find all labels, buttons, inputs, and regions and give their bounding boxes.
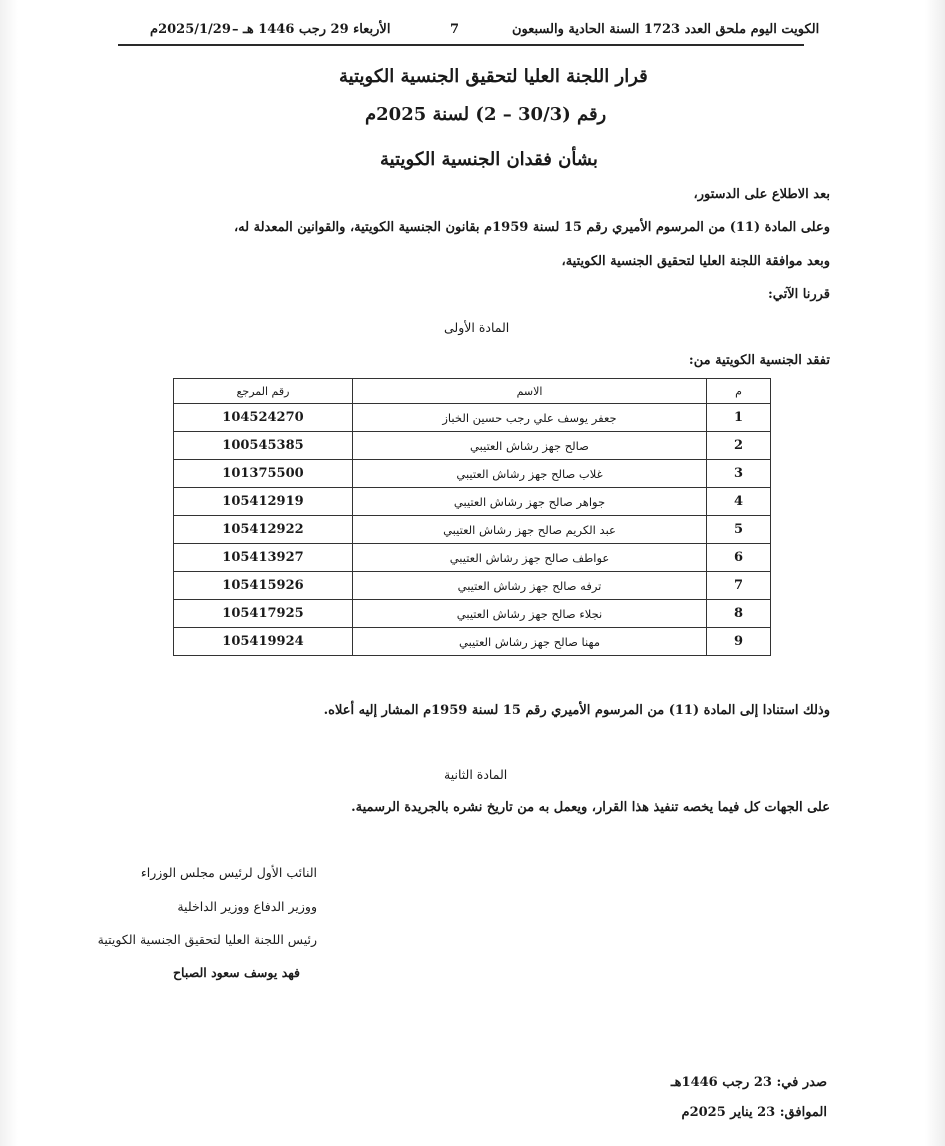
table-row bbox=[174, 544, 771, 572]
preamble-constitution: بعد الاطلاع على الدستور، bbox=[693, 187, 830, 202]
column-header-name: الاسم bbox=[353, 379, 707, 404]
row-reference: 100545385 bbox=[174, 432, 353, 460]
table-row bbox=[174, 572, 771, 600]
header-hijri-date: الأربعاء 29 رجب 1446 هـ – bbox=[232, 22, 391, 37]
row-reference: 105417925 bbox=[174, 600, 353, 628]
row-name: غلاب صالح جهز رشاش العتيبي bbox=[353, 460, 707, 488]
row-number: 9 bbox=[707, 628, 771, 656]
row-name: ترفه صالح جهز رشاش العتيبي bbox=[353, 572, 707, 600]
table-row bbox=[174, 432, 771, 460]
decision-subject: بشأن فقدان الجنسية الكويتية bbox=[380, 149, 598, 170]
preamble-committee-approval: وبعد موافقة اللجنة العليا لتحقيق الجنسية الكويتية، bbox=[561, 254, 830, 269]
issued-date-hijri: صدر في: 23 رجب 1446هـ bbox=[670, 1075, 827, 1090]
column-header-reference: رقم المرجع bbox=[174, 379, 353, 404]
row-number: 4 bbox=[707, 488, 771, 516]
signatory-title-1: النائب الأول لرئيس مجلس الوزراء bbox=[140, 865, 317, 880]
preamble-article-11: وعلى المادة (11) من المرسوم الأميري رقم 15 لسنة 1959م بقانون الجنسية الكويتية، والقوانين المعدلة له، bbox=[233, 220, 830, 235]
revoked-persons-table bbox=[173, 378, 771, 656]
signatory-title-3: رئيس اللجنة العليا لتحقيق الجنسية الكويتية bbox=[97, 932, 317, 947]
header-rule bbox=[118, 44, 804, 46]
row-number: 6 bbox=[707, 544, 771, 572]
row-name: جعفر يوسف علي رجب حسين الخباز bbox=[353, 404, 707, 432]
article-1-heading: المادة الأولى bbox=[444, 320, 510, 335]
header-gregorian-date: 2025/1/29م bbox=[150, 22, 231, 37]
row-reference: 105419924 bbox=[174, 628, 353, 656]
decision-title: قرار اللجنة العليا لتحقيق الجنسية الكويتية bbox=[339, 66, 648, 87]
article-1-legal-basis: وذلك استنادا إلى المادة (11) من المرسوم الأميري رقم 15 لسنة 1959م المشار إليه أعلاه. bbox=[323, 703, 830, 718]
table-row bbox=[174, 488, 771, 516]
table-row bbox=[174, 628, 771, 656]
row-name: عبد الكريم صالح جهز رشاش العتيبي bbox=[353, 516, 707, 544]
table-row bbox=[174, 460, 771, 488]
row-number: 2 bbox=[707, 432, 771, 460]
signatory-title-2: ووزير الدفاع ووزير الداخلية bbox=[177, 899, 317, 914]
preamble-resolved: قررنا الآتي: bbox=[767, 287, 830, 302]
row-reference: 105413927 bbox=[174, 544, 353, 572]
table-row bbox=[174, 600, 771, 628]
row-number: 1 bbox=[707, 404, 771, 432]
row-reference: 104524270 bbox=[174, 404, 353, 432]
row-name: جواهر صالح جهز رشاش العتيبي bbox=[353, 488, 707, 516]
row-name: نجلاء صالح جهز رشاش العتيبي bbox=[353, 600, 707, 628]
signatory-name: فهد يوسف سعود الصباح bbox=[172, 965, 300, 980]
row-number: 8 bbox=[707, 600, 771, 628]
row-reference: 105415926 bbox=[174, 572, 353, 600]
row-name: عواطف صالح جهز رشاش العتيبي bbox=[353, 544, 707, 572]
row-reference: 105412922 bbox=[174, 516, 353, 544]
article-2-text: على الجهات كل فيما يخصه تنفيذ هذا القرار، ويعمل به من تاريخ نشره بالجريدة الرسمية. bbox=[351, 800, 830, 815]
issued-date-gregorian: الموافق: 23 يناير 2025م bbox=[681, 1105, 827, 1120]
article-1-intro: تفقد الجنسية الكويتية من: bbox=[688, 353, 830, 368]
row-number: 7 bbox=[707, 572, 771, 600]
article-2-heading: المادة الثانية bbox=[444, 767, 508, 782]
row-number: 5 bbox=[707, 516, 771, 544]
table-header-row bbox=[174, 379, 771, 404]
table-row bbox=[174, 404, 771, 432]
row-number: 3 bbox=[707, 460, 771, 488]
header-page-number: 7 bbox=[450, 22, 460, 37]
column-header-number: م bbox=[707, 379, 771, 404]
header-gazette-info: الكويت اليوم ملحق العدد 1723 السنة الحادية والسبعون bbox=[512, 22, 820, 37]
row-name: مهنا صالح جهز رشاش العتيبي bbox=[353, 628, 707, 656]
row-name: صالح جهز رشاش العتيبي bbox=[353, 432, 707, 460]
decision-number: رقم (30/3 – 2) لسنة 2025م bbox=[365, 104, 607, 125]
table-row bbox=[174, 516, 771, 544]
row-reference: 101375500 bbox=[174, 460, 353, 488]
row-reference: 105412919 bbox=[174, 488, 353, 516]
